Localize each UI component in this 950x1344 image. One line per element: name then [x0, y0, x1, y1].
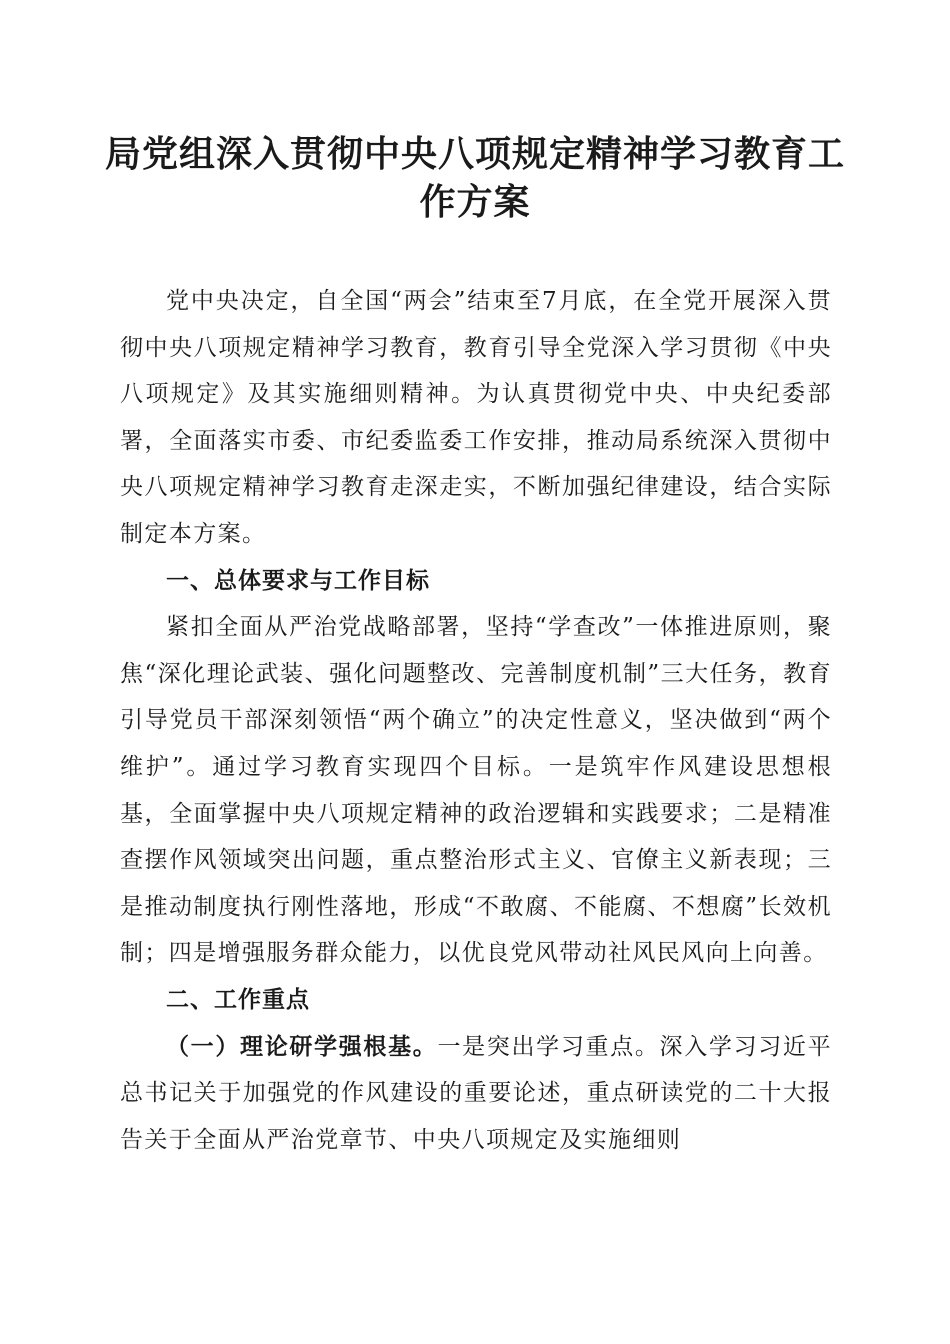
document-body — [120, 278, 832, 1163]
subsection-1-text: 一是突出学习重点。深入学习习近平总书记关于加强党的作风建设的重要论述，重点研读党的二十大报告关于全面从严治党章节、中央八项规定及实施细则 — [120, 1033, 832, 1153]
document-title: 局党组深入贯彻中央八项规定精神学习教育工作方案 — [104, 133, 845, 223]
section-heading-1: 一、总体要求与工作目标 — [166, 567, 430, 594]
intro-paragraph: 党中央决定，自全国“两会”结束至7月底，在全党开展深入贯彻中央八项规定精神学习教育，教育引导全党深入学习贯彻《中央八项规定》及其实施细则精神。为认真贯彻党中央、中央纪委部署，全面落实市委、市纪委监委工作安排，推动局系统深入贯彻中央八项规定精神学习教育走深走实，不断加强纪律建设，结合实际制定本方案。 — [120, 288, 832, 547]
section-heading-2: 二、工作重点 — [166, 986, 310, 1013]
section-1-paragraph: 紧扣全面从严治党战略部署，坚持“学查改”一体推进原则，聚焦“深化理论武装、强化问题整改、完善制度机制”三大任务，教育引导党员干部深刻领悟“两个确立”的决定性意义，坚决做到“两个维护”。通过学习教育实现四个目标。一是筑牢作风建设思想根基，全面掌握中央八项规定精神的政治逻辑和实践要求；二是精准查摆作风领域突出问题，重点整治形式主义、官僚主义新表现；三是推动制度执行刚性落地，形成“不敢腐、不能腐、不想腐”长效机制；四是增强服务群众能力，以优良党风带动社风民风向上向善。 — [120, 614, 832, 967]
subsection-1-lead: （一）理论研学强根基。 — [166, 1033, 438, 1060]
subsection-1-paragraph — [120, 1024, 832, 1164]
